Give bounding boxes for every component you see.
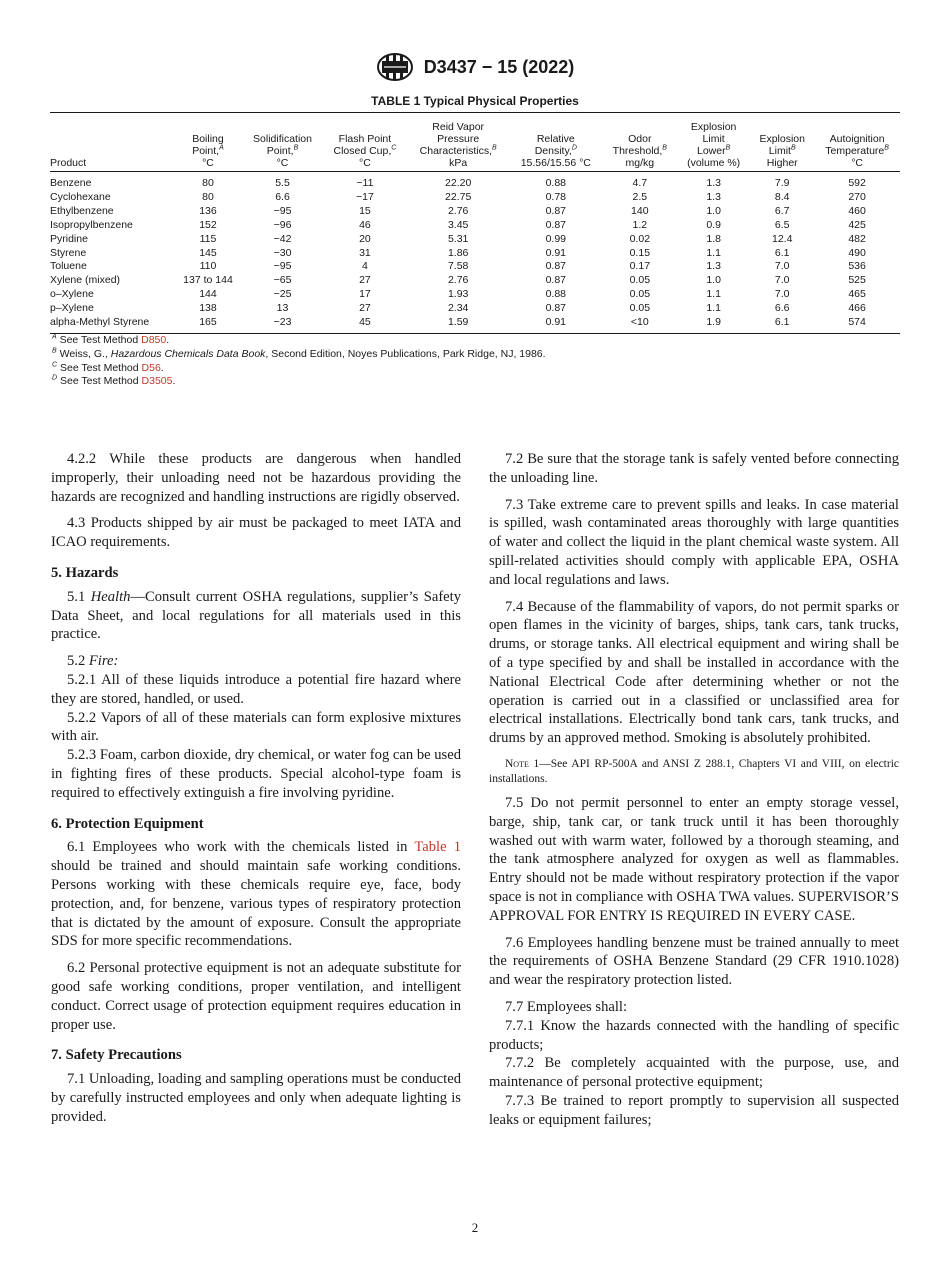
table-row — [50, 219, 900, 233]
table-cell: 7.58 — [447, 260, 469, 273]
table-cell: 0.15 — [629, 246, 651, 259]
paragraph-7-1: 7.1 Unloading, loading and sampling operations must be conducted by carefully instructed employees and only when adequate lighting is provided. — [51, 1071, 461, 1125]
paragraph-6-2: 6.2 Personal protective equipment is not an adequate substitute for good safe working conditions, proper ventilation, and intelligent conduct. Correct usage of protection equipment requires education in proper use. — [51, 960, 461, 1033]
table-cell: 6.6 — [774, 302, 790, 315]
table-cell: 1.3 — [706, 177, 721, 189]
table-cell: 0.87 — [545, 218, 567, 231]
table-row — [50, 316, 900, 333]
table-cell: 140 — [631, 204, 649, 217]
paragraph-7-7-2: 7.7.2 Be completely acquainted with the purpose, use, and maintenance of personal protective equipment; — [489, 1055, 899, 1091]
table-cell: 80 — [202, 177, 214, 189]
column-header-product: Product — [50, 113, 174, 172]
table-cell: 31 — [359, 246, 371, 259]
table-cell: 5.31 — [447, 232, 469, 245]
table-cell: 6.1 — [750, 316, 814, 333]
footnote-d: $^D$ See Test Method D3505. — [52, 374, 176, 388]
table-cell: 460 — [848, 204, 866, 217]
table-row — [50, 302, 900, 316]
table-cell: 4 — [362, 260, 368, 273]
table-cell: 137 to 144 — [183, 274, 233, 287]
table-cell: 3.45 — [447, 218, 469, 231]
table-cell: 482 — [848, 232, 866, 245]
paragraph-7-5: 7.5 Do not permit personnel to enter an empty storage vessel, barge, ship, tank car, or tank truck until it has been thoroughly washed out with warm water, followed by a thorough steaming, and the tank atmosphere analyzed for oxygen as well as flammables. Entry should not be made without respiratory protection if the vapor space is not in compliance with OSHA TWA values. SUPERVISOR’S APPROVAL FOR ENTRY IS REQUIRED IN EVERY CASE. — [489, 794, 899, 924]
table-cell-product: alpha-Methyl Styrene — [50, 316, 174, 333]
table-cell: 1.9 — [677, 316, 750, 333]
table-cell: 8.4 — [774, 190, 790, 203]
table-cell-product: Ethylbenzene — [50, 204, 114, 217]
table-cell-product: p–Xylene — [50, 302, 94, 315]
table-cell: 0.99 — [545, 232, 567, 245]
table-cell: 0.9 — [706, 218, 721, 231]
column-header: Solidification Point,$^B$ °C — [242, 113, 322, 172]
column-header: Boiling Point,$^A$ °C — [174, 113, 243, 172]
table-row — [50, 247, 900, 261]
column-header: Odor Threshold,$^B$ mg/kg — [603, 113, 678, 172]
table-cell: 466 — [848, 302, 866, 315]
table-cell: 15 — [359, 204, 371, 217]
paragraph-7-7-1: 7.7.1 Know the hazards connected with the handling of specific products; — [489, 1017, 899, 1053]
table-cell: −23 — [242, 316, 322, 333]
paragraph-7-6: 7.6 Employees handling benzene must be trained annually to meet the requirements of OSHA Benzene Standard (29 CFR 1910.1028) and wear the respiratory protection listed. — [489, 934, 899, 989]
table-cell: 0.78 — [545, 190, 567, 203]
table-cell: 0.87 — [545, 274, 567, 287]
table-row — [50, 274, 900, 288]
table-cell-product: Pyridine — [50, 232, 88, 245]
paragraph-5-2: 5.2 Fire: — [67, 653, 119, 670]
table-cell: 525 — [848, 274, 866, 287]
table-cell: 17 — [359, 288, 371, 301]
link-d56[interactable]: D56 — [141, 361, 161, 374]
table-cell: 2.5 — [632, 190, 648, 203]
table-cell: −17 — [356, 190, 374, 203]
column-header: Explosion Limit Lower$^B$ (volume %) — [677, 113, 750, 172]
table-cell: −95 — [273, 204, 292, 217]
table-cell: 2.76 — [447, 204, 469, 217]
table-cell: 592 — [848, 177, 866, 189]
paragraph-7-4: 7.4 Because of the flammability of vapors, do not permit sparks or open flames in the vicinity of barges, ships, tank cars, tank trucks, drums, or storage tanks. All electrical equipment and wiring shall be of a type specified by and shall be installed in accordance with the National Electrical Code after determining whether or not the operation is carried out in a classified or unclassified area for electrical installations. Electrically bond tank cars, tank trucks, and drums by an approved method. Smoking is absolutely prohibited. — [489, 598, 899, 747]
paragraph-7-2: 7.2 Be sure that the storage tank is safely vented before connecting the unloading line. — [489, 451, 899, 486]
right-column — [489, 450, 899, 1130]
table-cell: 145 — [199, 246, 217, 259]
paragraph-7-3: 7.3 Take extreme care to prevent spills and leaks. In case material is spilled, wash contaminated areas thoroughly with large quantities of water and collect the liquid in the plant chemical waste system. All spill-related activities should comply with applicable EPA, OSHA and local regulations and laws. — [489, 496, 899, 588]
table-cell-product: Toluene — [50, 260, 87, 273]
table-row — [50, 205, 900, 219]
table-cell: 1.8 — [706, 232, 721, 245]
table-cell: 0.88 — [545, 288, 567, 301]
table-cell: 425 — [848, 218, 866, 231]
table-header-row — [50, 113, 900, 172]
link-d850[interactable]: D850 — [141, 334, 167, 346]
footnote-b: $^B$ Weiss, G., Hazardous Chemicals Data Book, Second Edition, Noyes Publications, Park Ridge, NJ, 1986. — [52, 347, 546, 360]
table-cell: 4.7 — [632, 177, 648, 189]
table-cell: 0.05 — [629, 274, 651, 287]
section-heading-hazards: 5. Hazards — [51, 564, 119, 581]
table-cell: 0.02 — [629, 232, 651, 245]
table-cell: 13 — [276, 302, 289, 315]
paragraph-4-2-2: 4.2.2 While these products are dangerous when handled improperly, their unloading need not be hazardous providing the hazards are recognized and handling instructions are rigidly observed. — [51, 451, 461, 505]
table-cell: 80 — [202, 190, 214, 203]
table-cell: 0.91 — [509, 316, 603, 333]
table-cell-product: Xylene (mixed) — [50, 274, 121, 287]
footnote-c: $^C$ See Test Method D56. — [52, 361, 164, 374]
table-cell: 1.86 — [447, 246, 469, 259]
left-column — [51, 450, 461, 1127]
column-header: Reid Vapor Pressure Characteristics,$^B$ kPa — [407, 113, 509, 172]
footnote-a: $^A$ See Test Method D850. — [52, 333, 170, 346]
table-row — [50, 191, 900, 205]
table-cell: 465 — [848, 288, 866, 301]
table-body — [50, 172, 900, 334]
table-cell: 0.87 — [545, 204, 567, 217]
paragraph-6-1: 6.1 Employees who work with the chemicals listed in Table 1 should be trained and should maintain safe working conditions. Persons working with these chemicals require eye, face, body protection, and, for benzene, various types of respiratory protection that is dictated by the amount of exposure. Consult the appropriate SDS for more specific recommendations. — [51, 839, 462, 950]
column-header: Autoignition Temperature$^B$ °C — [814, 113, 900, 172]
table-cell: 490 — [848, 246, 866, 259]
table-cell: 0.05 — [629, 302, 651, 315]
table-cell: 45 — [323, 316, 408, 333]
table-row — [50, 172, 900, 191]
table-cell: −11 — [356, 177, 374, 189]
table-cell: 0.88 — [545, 177, 567, 189]
table-cell: 6.7 — [774, 204, 790, 217]
section-heading-safety-precautions: 7. Safety Precautions — [51, 1047, 182, 1064]
table-cell: −25 — [273, 288, 292, 301]
table-cell: 1.2 — [632, 218, 648, 231]
table-cell: 2.76 — [447, 274, 469, 287]
table-cell: 1.59 — [407, 316, 509, 333]
page-number: 2 — [471, 1220, 479, 1235]
table-cell-product: o–Xylene — [50, 288, 94, 301]
note-1: Note 1—See API RP-500A and ANSI Z 288.1, Chapters VI and VIII, on electric installations. — [489, 757, 899, 785]
paragraph-5-1: 5.1 Health—Consult current OSHA regulations, supplier’s Safety Data Sheet, and local regulations for all materials used in this practice. — [51, 588, 462, 643]
table-cell: −96 — [273, 218, 292, 231]
table-cell: 6.5 — [774, 218, 790, 231]
table-cell: 7.9 — [774, 177, 790, 189]
table-cell: 20 — [359, 232, 371, 245]
paragraph-5-2-2: 5.2.2 Vapors of all of these materials can form explosive mixtures with air. — [51, 709, 461, 745]
paragraph-4-3: 4.3 Products shipped by air must be packaged to meet IATA and ICAO requirements. — [51, 515, 461, 551]
table-cell: 7.0 — [774, 260, 790, 273]
table-cell: 1.3 — [706, 190, 721, 203]
table-cell: −30 — [273, 246, 292, 259]
table-cell-product: Cyclohexane — [50, 190, 111, 203]
table-cell: 1.1 — [706, 246, 721, 259]
table-row — [50, 260, 900, 274]
column-header: Relative Density,$^D$ 15.56/15.56 °C — [509, 113, 603, 172]
table-cell: 144 — [199, 288, 217, 301]
table-cell: 1.93 — [447, 288, 469, 301]
section-heading-protection-equipment: 6. Protection Equipment — [51, 815, 204, 832]
table-cell: 6.1 — [774, 246, 790, 259]
paragraph-5-2-1: 5.2.1 All of these liquids introduce a potential fire hazard where they are stored, handled, or used. — [51, 671, 461, 707]
table-cell: −65 — [273, 274, 292, 287]
astm-logo-icon — [376, 52, 414, 82]
table-cell: 22.75 — [445, 190, 472, 203]
table-cell: 27 — [359, 274, 371, 287]
table-title: TABLE 1 Typical Physical Properties — [371, 94, 579, 108]
paragraph-5-2-3: 5.2.3 Foam, carbon dioxide, dry chemical, or water fog can be used in fighting fires of these products. Special alcohol-type foam is required to effectively extinguish a fire involving pyridine. — [51, 747, 461, 801]
table-row — [50, 233, 900, 247]
table-footnotes — [52, 334, 546, 389]
table-cell: 46 — [359, 218, 371, 231]
table-cell: 12.4 — [771, 232, 793, 245]
table-cell: 574 — [814, 316, 900, 333]
properties-table — [50, 112, 900, 334]
paragraph-7-7-3: 7.7.3 Be trained to report promptly to supervision all suspected leaks or equipment failures; — [489, 1092, 899, 1128]
table-cell: 138 — [199, 302, 217, 315]
document-designation: D3437 − 15 (2022) — [423, 56, 575, 77]
table-cell: 1.0 — [706, 204, 721, 217]
table-cell: <10 — [603, 316, 678, 333]
table-cell: 0.05 — [629, 288, 651, 301]
table-cell: 165 — [174, 316, 243, 333]
table-cell: 1.1 — [706, 288, 721, 301]
table-cell: 7.0 — [774, 288, 790, 301]
table-cell: 22.20 — [445, 177, 472, 189]
table-cell-product: Benzene — [50, 177, 92, 189]
table-cell: 0.17 — [629, 260, 651, 273]
table-cell: −42 — [273, 232, 292, 245]
link-table-1[interactable]: Table 1 — [414, 839, 462, 856]
table-cell-product: Styrene — [50, 246, 87, 259]
table-cell: −95 — [273, 260, 292, 273]
table-cell: 2.34 — [447, 302, 469, 315]
table-cell: 6.6 — [275, 190, 290, 203]
table-cell-product: Isopropylbenzene — [50, 218, 133, 231]
table-cell: 0.87 — [545, 302, 567, 315]
table-cell: 5.5 — [275, 177, 290, 189]
table-cell: 136 — [199, 204, 217, 217]
table-cell: 0.91 — [545, 246, 567, 259]
table-cell: 110 — [199, 260, 217, 273]
table-cell: 27 — [359, 302, 371, 315]
table-cell: 270 — [848, 190, 866, 203]
table-cell: 1.0 — [706, 274, 721, 287]
column-header: Explosion Limit$^B$ Higher — [750, 113, 814, 172]
table-row — [50, 288, 900, 302]
table-cell: 1.1 — [706, 302, 721, 315]
table-cell: 0.87 — [545, 260, 567, 273]
table-cell: 536 — [848, 260, 866, 273]
table-cell: 115 — [199, 232, 217, 245]
table-cell: 152 — [199, 218, 217, 231]
link-d3505[interactable]: D3505 — [141, 375, 173, 388]
table-cell: 7.0 — [774, 274, 790, 287]
document-header — [0, 52, 950, 82]
column-header: Flash Point Closed Cup,$^C$ °C — [323, 113, 408, 172]
paragraph-7-7: 7.7 Employees shall: — [505, 998, 628, 1015]
table-cell: 1.3 — [706, 260, 721, 273]
